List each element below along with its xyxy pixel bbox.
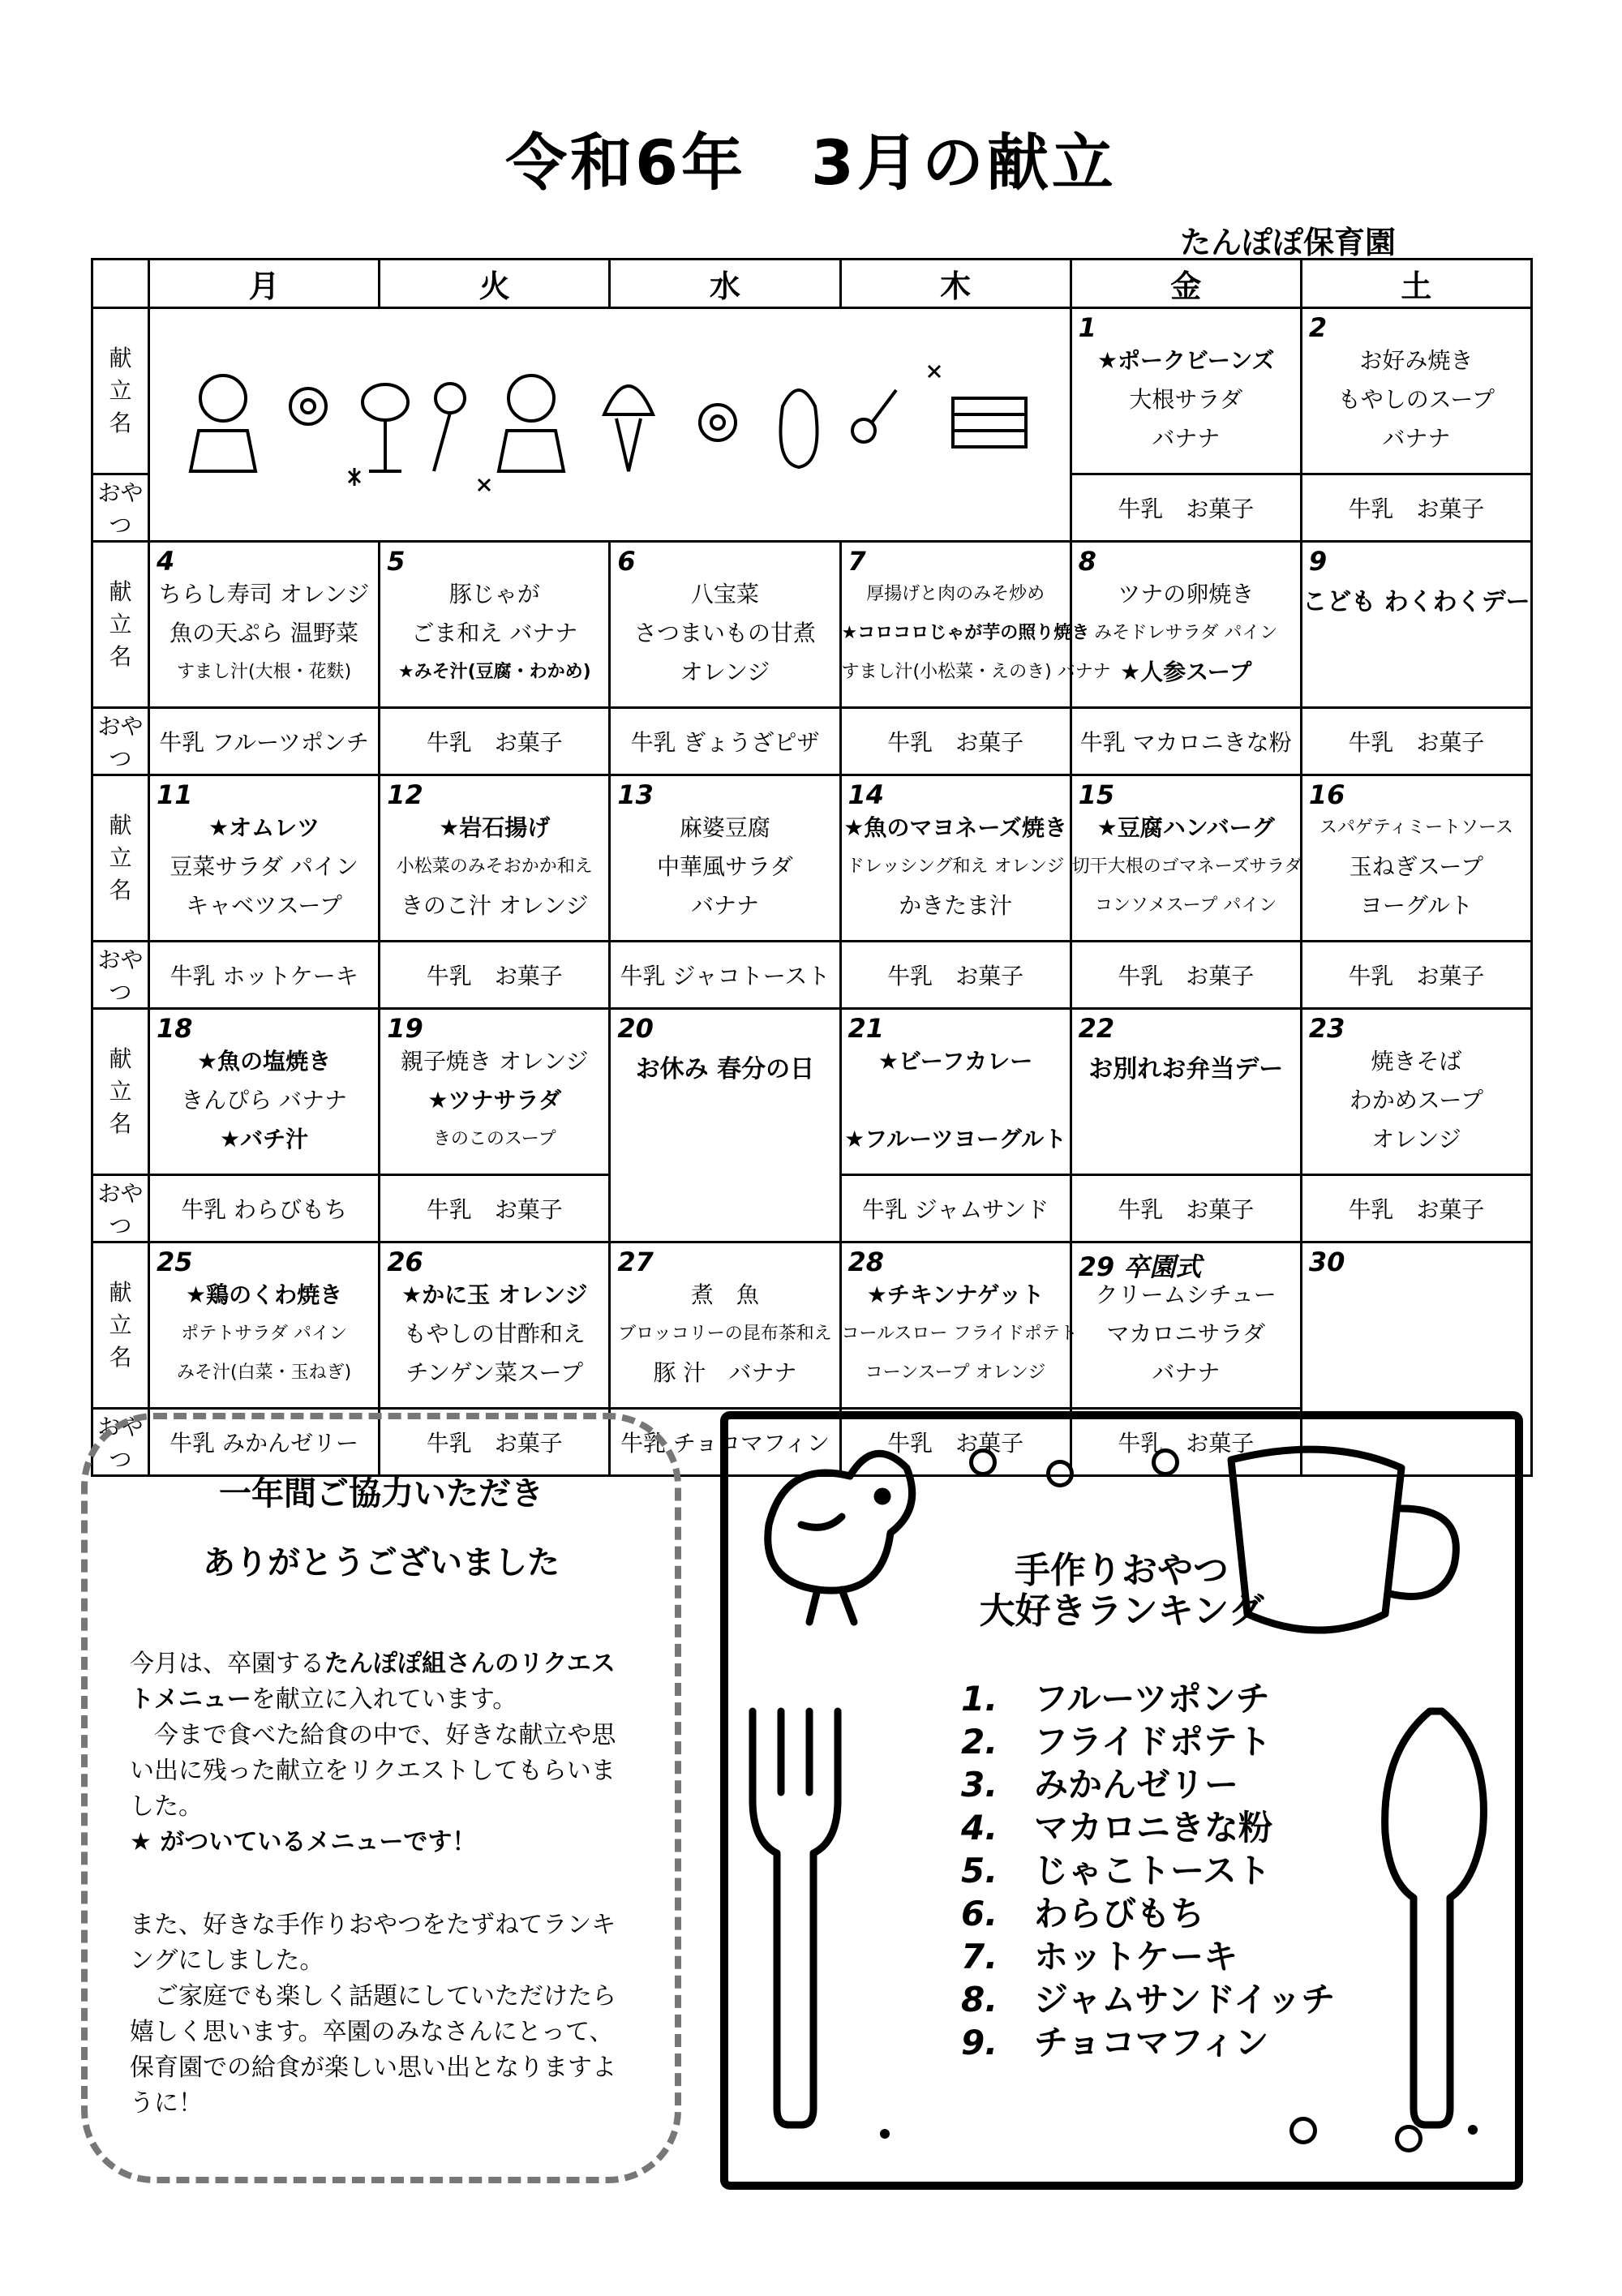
day-cell: [1071, 1242, 1301, 1409]
day-number: 28: [847, 1247, 885, 1277]
snack-cell: 牛乳 お菓子: [1071, 1409, 1301, 1476]
message-paragraph-5: ご家庭でも楽しく話題にしていただけたら嬉しく思います。卒園のみなさんにとって、保育園での給食が楽しい思い出となりますように！: [130, 1982, 616, 2118]
snack-cell: 牛乳 お菓子: [380, 942, 610, 1009]
day-cell: [610, 1242, 840, 1409]
day-number: 15: [1078, 779, 1115, 810]
day-cell: [610, 542, 840, 708]
dish-name: オレンジ: [1371, 1126, 1461, 1152]
corner-cell: [92, 260, 149, 308]
ranking-item: [961, 1758, 1238, 1807]
day-number: 29 卒園式: [1078, 1251, 1202, 1282]
day-number: 8: [1078, 546, 1096, 577]
rank-snack-name: わらびもち: [1034, 1894, 1205, 1933]
rank-number: 2.: [961, 1722, 998, 1762]
day-cell: [380, 775, 610, 942]
dish-name: ★魚の塩焼き: [197, 1048, 332, 1075]
dish-name: ごま和え バナナ: [411, 620, 578, 646]
message-emphasis: たんぽぽ組さんのリクエストメニュー: [130, 1650, 616, 1714]
menu-label: 献 立 名: [92, 775, 149, 942]
week-menu-row: [92, 308, 1532, 474]
dish-name: ★人参スープ: [1120, 659, 1252, 685]
week-menu-row: [92, 775, 1532, 942]
day-cell: [1071, 542, 1301, 708]
menu-label: 献 立 名: [92, 1009, 149, 1175]
day-number: 4: [157, 546, 175, 577]
rank-number: 1.: [961, 1679, 998, 1719]
day-number: 20: [617, 1013, 654, 1044]
day-number: 27: [617, 1247, 654, 1277]
day-cell: [610, 1009, 840, 1242]
dish-name: 玉ねぎスープ: [1349, 853, 1483, 880]
day-cell: [610, 775, 840, 942]
decor-dot: [1395, 2125, 1422, 2152]
day-cell: [1301, 1009, 1531, 1175]
day-number: 26: [387, 1247, 423, 1277]
message-paragraph-1: [130, 1646, 633, 1718]
dish-name: ★岩石揚げ: [439, 814, 551, 841]
ranking-item: [961, 1844, 1271, 1893]
dish-name: すまし汁(小松菜・えのき) バナナ: [841, 662, 1111, 682]
dish-name: ★ビーフカレー: [878, 1048, 1033, 1075]
day-number: 5: [387, 546, 406, 577]
message-text: 今月は、卒園する: [130, 1650, 324, 1678]
dish-name: バナナ: [1382, 425, 1451, 452]
menu-label: 献 立 名: [92, 308, 149, 474]
day-number: 12: [387, 779, 423, 810]
rank-number: 8.: [961, 1980, 998, 2019]
dish-name: みそドレサラダ パイン: [1094, 623, 1278, 643]
snack-cell: 牛乳 お菓子: [1071, 1175, 1301, 1242]
day-cell: [149, 1009, 380, 1175]
decor-dot: [1468, 2125, 1478, 2135]
dish-name: 親子焼き オレンジ: [401, 1048, 589, 1075]
rank-snack-name: チョコマフィン: [1034, 2023, 1269, 2062]
snack-label: おやつ: [92, 1175, 149, 1242]
day-cell: [1301, 775, 1531, 942]
day-number: 14: [847, 779, 885, 810]
day-number: 6: [617, 546, 636, 577]
day-number: 18: [157, 1013, 193, 1044]
decor-dot: [969, 1448, 997, 1476]
dish-name: スパゲティミートソース: [1319, 818, 1513, 838]
day-number: 23: [1308, 1013, 1345, 1044]
decor-dot: [1152, 1448, 1179, 1476]
day-cell: [840, 1009, 1071, 1175]
rank-number: 5.: [961, 1851, 998, 1890]
weekday-wed: 水: [610, 260, 840, 308]
rank-snack-name: フルーツポンチ: [1034, 1679, 1270, 1719]
dish-name: 豚 汁 バナナ: [653, 1359, 797, 1386]
snack-cell: 牛乳 お菓子: [840, 1409, 1071, 1476]
dish-name: ★かに玉 オレンジ: [401, 1281, 588, 1308]
snack-label: おやつ: [92, 942, 149, 1009]
day-cell: [1071, 775, 1301, 942]
ranking-item: [961, 1715, 1272, 1764]
decor-dot: [1289, 2117, 1317, 2144]
dish-name: 八宝菜: [690, 581, 759, 607]
special-event: お休み 春分の日: [635, 1055, 815, 1084]
week-menu-row: [92, 1242, 1532, 1409]
dish-name: ★フルーツヨーグルト: [844, 1126, 1067, 1152]
dish-name: 焼きそば: [1371, 1048, 1462, 1075]
dish-name: バナナ: [1152, 1359, 1221, 1386]
dish-name: マカロニサラダ: [1106, 1320, 1266, 1347]
ranking-item: [961, 1887, 1204, 1936]
day-number: 13: [617, 779, 654, 810]
weekday-fri: 金: [1071, 260, 1301, 308]
dish-name: ★ポークビーンズ: [1096, 347, 1275, 374]
dish-name: ドレッシング和え オレンジ: [846, 856, 1065, 877]
menu-label: 献 立 名: [92, 542, 149, 708]
snack-cell: 牛乳 お菓子: [1301, 708, 1531, 775]
snack-cell: 牛乳 お菓子: [840, 708, 1071, 775]
snack-cell: 牛乳 ジャコトースト: [610, 942, 840, 1009]
rank-snack-name: じゃこトースト: [1034, 1851, 1271, 1890]
dish-name: ブロッコリーの昆布茶和え: [618, 1324, 832, 1344]
rank-number: 4.: [961, 1808, 998, 1848]
weekday-mon: 月: [149, 260, 380, 308]
snack-cell: 牛乳 お菓子: [1301, 474, 1531, 542]
snack-cell: 牛乳 ジャムサンド: [840, 1175, 1071, 1242]
day-number: 2: [1308, 312, 1328, 343]
snack-cell: 牛乳 お菓子: [1071, 474, 1301, 542]
message-paragraph-4: また、好きな手作りおやつをたずねてランキングにしました。: [130, 1911, 616, 1975]
dish-name: 煮 魚: [690, 1281, 759, 1308]
dish-name: キャベツスープ: [186, 892, 342, 919]
snack-label: おやつ: [92, 474, 149, 542]
day-number: 21: [847, 1013, 885, 1044]
dish-name: もやしの甘酢和え: [403, 1320, 586, 1347]
day-number: 9: [1308, 546, 1328, 577]
dish-name: 切干大根のゴマネーズサラダ: [1071, 856, 1302, 877]
school-name: たんぽぽ保育園: [1180, 225, 1397, 260]
snack-cell: 牛乳 わらびもち: [149, 1175, 380, 1242]
weekday-header: [92, 260, 1532, 308]
rank-number: 7.: [961, 1937, 998, 1976]
rank-snack-name: ホットケーキ: [1034, 1937, 1238, 1976]
special-event: お別れお弁当デー: [1088, 1055, 1284, 1084]
weekday-sat: 土: [1301, 260, 1531, 308]
dish-name: ★みそ汁(豆腐・わかめ): [397, 662, 591, 682]
ranking-item: [961, 1973, 1335, 2022]
day-cell: [149, 775, 380, 942]
dish-name: 豆菜サラダ パイン: [169, 853, 358, 880]
message-paragraph-3: ★ がついているメニューです！: [130, 1828, 477, 1856]
dish-name: みそ汁(白菜・玉ねぎ): [177, 1363, 352, 1383]
message-paragraph-2: 今まで食べた給食の中で、好きな献立や思い出に残った献立をリクエストしてもらいました。: [130, 1721, 616, 1821]
ranking-item: [961, 1801, 1272, 1850]
decor-dot: [1046, 1460, 1074, 1487]
dish-name: ポテトサラダ パイン: [181, 1324, 347, 1344]
dish-name: 魚の天ぷら 温野菜: [169, 620, 359, 646]
day-number: 25: [157, 1247, 193, 1277]
dish-name: きのこのスープ: [432, 1129, 556, 1149]
dish-name: かきたま汁: [899, 892, 1013, 919]
dish-name: 大根サラダ: [1129, 386, 1243, 413]
day-cell: [1071, 308, 1301, 474]
dish-name: ★鶏のくわ焼き: [186, 1281, 343, 1308]
day-cell: [149, 1242, 380, 1409]
dish-name: ツナの卵焼き: [1118, 581, 1255, 607]
rank-number: 6.: [961, 1894, 998, 1933]
snack-cell: 牛乳 ホットケーキ: [149, 942, 380, 1009]
dish-name: ★コロコロじゃが芋の照り焼き: [841, 623, 1090, 643]
dish-name: お好み焼き: [1359, 347, 1474, 374]
hina-dolls-icon: [150, 309, 1071, 517]
dish-name: ちらし寿司 オレンジ: [158, 581, 370, 607]
dish-name: きのこ汁 オレンジ: [401, 892, 589, 919]
dish-name: チンゲン菜スープ: [406, 1359, 584, 1386]
day-cell: [1071, 1009, 1301, 1175]
dish-name: 厚揚げと肉のみそ炒め: [866, 584, 1045, 604]
dish-name: バナナ: [1152, 425, 1221, 452]
dish-name: 小松菜のみそおかか和え: [396, 856, 593, 877]
ranking-item: [961, 2016, 1268, 2065]
snack-cell: 牛乳 フルーツポンチ: [149, 708, 380, 775]
day-cell: [149, 542, 380, 708]
snack-cell: 牛乳 お菓子: [840, 942, 1071, 1009]
snack-cell: 牛乳 お菓子: [380, 1175, 610, 1242]
day-cell: [1301, 308, 1531, 474]
day-cell: [1301, 542, 1531, 708]
day-cell: [380, 1009, 610, 1175]
dish-name: きんぴら バナナ: [181, 1087, 348, 1114]
dish-name: ★魚のマヨネーズ焼き: [843, 814, 1067, 841]
day-cell: [380, 1242, 610, 1409]
rank-number: 3.: [961, 1765, 998, 1805]
day-cell: [840, 1242, 1078, 1409]
snack-cell: 牛乳 お菓子: [380, 708, 610, 775]
day-cell: [840, 775, 1071, 942]
snack-cell: 牛乳 お菓子: [1301, 1175, 1531, 1242]
special-event: こども わくわくデー: [1302, 588, 1530, 616]
page-title: 令和6年 3月の献立: [505, 127, 1117, 199]
snack-cell: 牛乳 お菓子: [380, 1409, 610, 1476]
dish-name: バナナ: [690, 892, 759, 919]
day-number: 30: [1308, 1247, 1345, 1277]
day-number: 7: [847, 546, 866, 577]
thanks-line-1: 一年間ご協力いただき: [219, 1475, 543, 1513]
dish-name: わかめスープ: [1349, 1087, 1483, 1114]
menu-label: 献 立 名: [92, 1242, 149, 1409]
day-number: 22: [1078, 1013, 1115, 1044]
rank-snack-name: みかんゼリー: [1034, 1765, 1239, 1805]
snack-cell: 牛乳 マカロニきな粉: [1071, 708, 1301, 775]
dish-name: ★ツナサラダ: [427, 1087, 562, 1114]
rank-snack-name: フライドポテト: [1034, 1722, 1272, 1762]
snack-cell: 牛乳 みかんゼリー: [149, 1409, 380, 1476]
snack-label: おやつ: [92, 1409, 149, 1476]
dish-name: 中華風サラダ: [657, 853, 793, 880]
snack-cell: 牛乳 チョコマフィン: [610, 1409, 840, 1476]
thanks-line-2: ありがとうございました: [203, 1544, 560, 1581]
ranking-title-1: 手作りおやつ: [1015, 1550, 1229, 1591]
day-number: 16: [1308, 779, 1345, 810]
decor-dot: [880, 2129, 890, 2139]
day-number: 11: [157, 779, 193, 810]
rank-snack-name: マカロニきな粉: [1034, 1808, 1273, 1848]
dish-name: コーンスープ オレンジ: [865, 1363, 1046, 1383]
rank-snack-name: ジャムサンドイッチ: [1034, 1980, 1336, 2019]
snack-cell: 牛乳 お菓子: [1301, 942, 1531, 1009]
snack-cell: 牛乳 お菓子: [1071, 942, 1301, 1009]
dish-name: ★バチ汁: [220, 1126, 309, 1152]
week-snack-row: [92, 708, 1532, 775]
dish-name: 麻婆豆腐: [679, 814, 770, 841]
hinamatsuri-illustration: [149, 308, 1071, 542]
dish-name: もやしのスープ: [1337, 386, 1495, 413]
dish-name: すまし汁(大根・花麩): [177, 662, 352, 682]
week-menu-row: [92, 542, 1532, 708]
message-text: を献立に入れています。: [251, 1685, 517, 1714]
rank-number: 9.: [961, 2023, 998, 2062]
dish-name: ヨーグルト: [1359, 892, 1473, 919]
dish-name: ★チキンナゲット: [866, 1281, 1045, 1308]
ranking-item: [961, 1930, 1238, 1979]
dish-name: ★オムレツ: [208, 814, 320, 841]
day-number: 1: [1078, 312, 1096, 343]
day-cell: [380, 542, 610, 708]
weekday-tue: 火: [380, 260, 610, 308]
dish-name: さつまいもの甘煮: [633, 620, 816, 646]
dish-name: オレンジ: [680, 659, 770, 685]
dish-name: コールスロー フライドポテト: [841, 1324, 1078, 1344]
weekday-thu: 木: [840, 260, 1071, 308]
dish-name: ★豆腐ハンバーグ: [1096, 814, 1275, 841]
dish-name: クリームシチュー: [1095, 1281, 1277, 1308]
snack-cell: 牛乳 ぎょうざピザ: [610, 708, 840, 775]
snack-label: おやつ: [92, 708, 149, 775]
day-number: 19: [387, 1013, 423, 1044]
menu-calendar: [91, 258, 1533, 1477]
dish-name: 豚じゃが: [448, 581, 540, 607]
week-snack-row: [92, 942, 1532, 1009]
dish-name: コンソメスープ パイン: [1095, 895, 1277, 916]
week-menu-row: [92, 1009, 1532, 1175]
ranking-title-2: 大好きランキング: [979, 1590, 1264, 1632]
ranking-item: [961, 1672, 1270, 1721]
day-cell: [840, 542, 1111, 708]
dish-name: [842, 1081, 1070, 1120]
